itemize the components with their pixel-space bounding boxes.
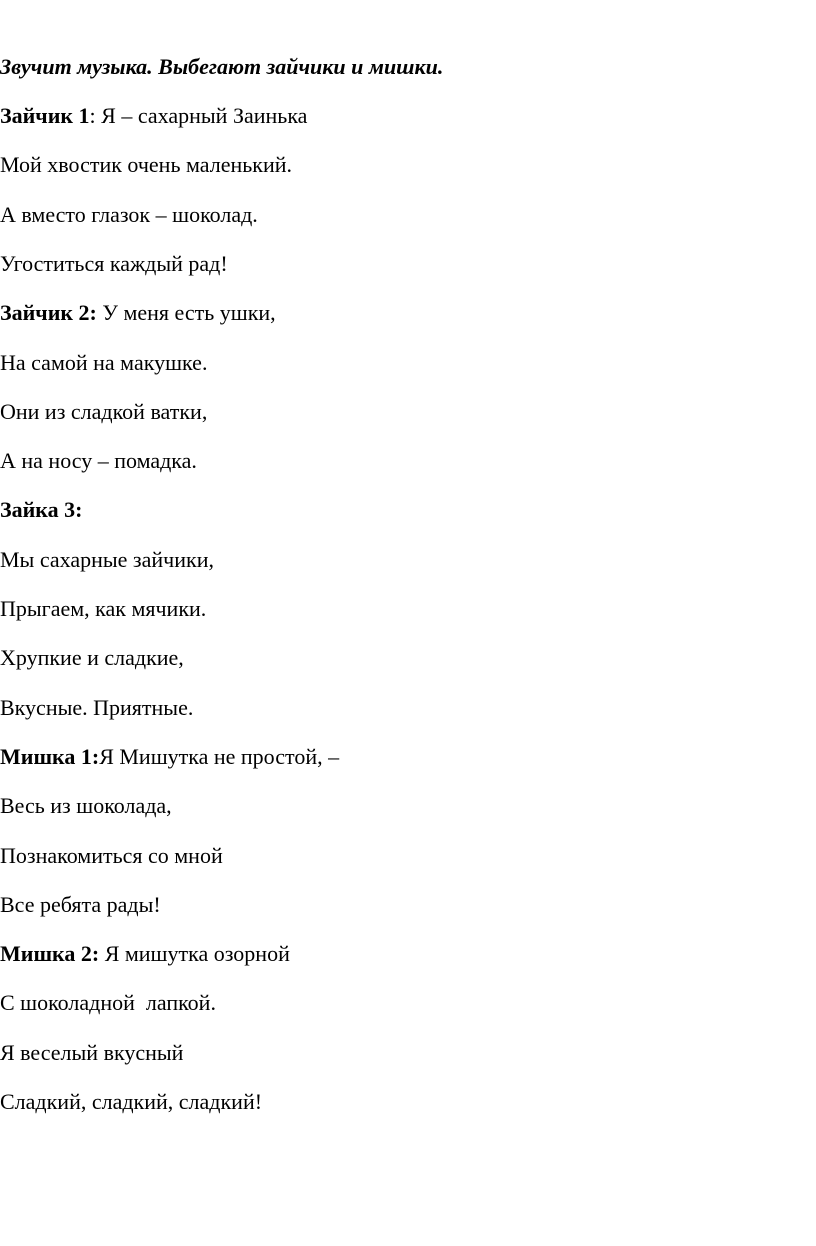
- line-text: Угоститься каждый рад!: [0, 251, 228, 276]
- speaker-line: [0, 497, 82, 523]
- line-text: У меня есть ушки,: [102, 300, 276, 325]
- line-text: Вкусные. Приятные.: [0, 695, 194, 720]
- verse-line: [0, 596, 206, 622]
- stage-direction: Звучит музыка. Выбегают зайчики и мишки.: [0, 54, 444, 79]
- verse-line: [0, 399, 207, 425]
- line-text: С шоколадной лапкой.: [0, 990, 216, 1015]
- verse-line: [0, 843, 223, 869]
- line-text: Я Мишутка не простой, –: [99, 744, 340, 769]
- verse-line: [0, 202, 258, 228]
- speaker-name: Зайка 3:: [0, 497, 83, 522]
- verse-line: [0, 990, 216, 1016]
- verse-line: [0, 1089, 262, 1115]
- verse-line: [0, 547, 214, 573]
- line-text: Мой хвостик очень маленький.: [0, 152, 292, 177]
- verse-line: [0, 645, 184, 671]
- verse-line: [0, 1040, 183, 1066]
- verse-line: [0, 350, 207, 376]
- line-text: Познакомиться со мной: [0, 843, 223, 868]
- speaker-name: Мишка 1:: [0, 744, 100, 769]
- speaker-line: [0, 744, 339, 770]
- speaker-line: [0, 300, 276, 326]
- speaker-name: Мишка 2:: [0, 941, 100, 966]
- verse-line: [0, 892, 161, 918]
- line-text: На самой на макушке.: [0, 350, 208, 375]
- verse-line: [0, 793, 172, 819]
- line-text: Я веселый вкусный: [0, 1040, 184, 1065]
- line-text: А вместо глазок – шоколад.: [0, 202, 258, 227]
- speaker-line: [0, 941, 290, 967]
- line-text: А на носу – помадка.: [0, 448, 197, 473]
- verse-line: [0, 695, 193, 721]
- line-text: Хрупкие и сладкие,: [0, 645, 184, 670]
- separator: :: [89, 103, 102, 128]
- verse-line: [0, 448, 197, 474]
- line-text: Прыгаем, как мячики.: [0, 596, 207, 621]
- line-text: Я – сахарный Заинька: [101, 103, 308, 128]
- speaker-name: Зайчик 1: [0, 103, 90, 128]
- line-text: Все ребята рады!: [0, 892, 161, 917]
- verse-line: [0, 152, 292, 178]
- verse-line: [0, 251, 228, 277]
- speaker-line: [0, 103, 307, 129]
- line-text: Я мишутка озорной: [104, 941, 290, 966]
- line-text: Сладкий, сладкий, сладкий!: [0, 1089, 263, 1114]
- line-text: Они из сладкой ватки,: [0, 399, 208, 424]
- speaker-name: Зайчик 2:: [0, 300, 97, 325]
- line-text: Мы сахарные зайчики,: [0, 547, 214, 572]
- line-text: Весь из шоколада,: [0, 793, 172, 818]
